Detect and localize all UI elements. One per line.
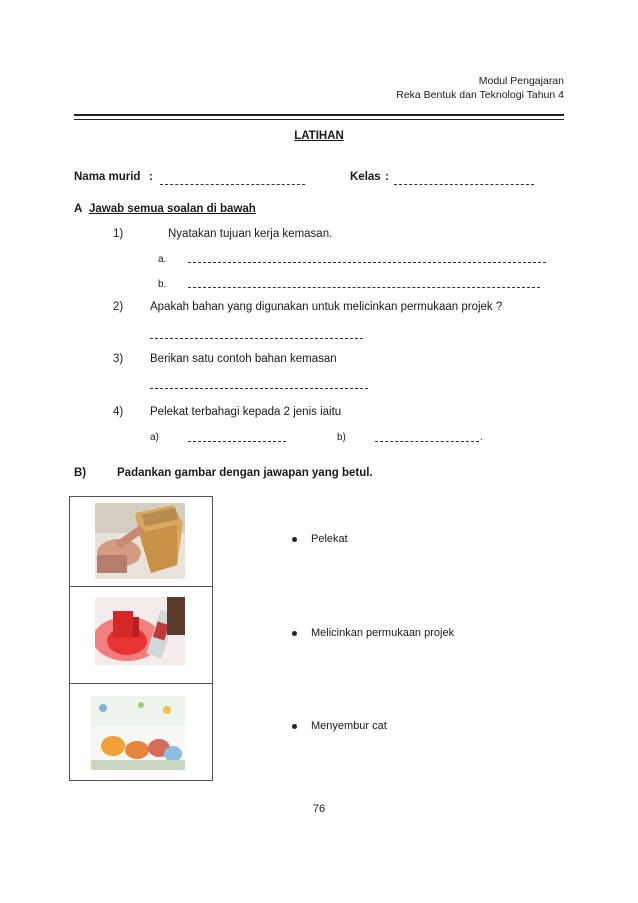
q1-a-answer-line[interactable] (188, 262, 546, 263)
answer-item-1: Pelekat (292, 533, 348, 545)
q2-number: 2) (113, 301, 124, 313)
q4-a-answer-line[interactable] (188, 441, 286, 442)
header-rule-thick (74, 114, 564, 116)
q2-text: Apakah bahan yang digunakan untuk melicinkan permukaan projek ? (150, 301, 503, 313)
section-b-letter: B) (74, 467, 87, 479)
class-label: Kelas (350, 171, 381, 183)
header-module-title: Modul Pengajaran (478, 75, 564, 87)
q1-b-label: b. (158, 279, 167, 290)
q1-b-answer-line[interactable] (188, 287, 540, 288)
header-subject-title: Reka Bentuk dan Teknologi Tahun 4 (396, 89, 564, 101)
name-answer-line[interactable] (160, 184, 305, 185)
picture-cell-3 (70, 684, 212, 782)
q3-text: Berikan satu contoh bahan kemasan (150, 353, 337, 365)
q4-number: 4) (113, 406, 124, 418)
section-a-letter: A (74, 203, 83, 215)
answer-item-3: Menyembur cat (292, 720, 387, 732)
q4-b-label: b) (337, 432, 346, 443)
class-colon: : (385, 171, 389, 183)
q3-answer-line[interactable] (150, 388, 368, 389)
header-rule-thin (74, 119, 564, 120)
page-number: 76 (312, 803, 326, 815)
q4-text: Pelekat terbahagi kepada 2 jenis iaitu (150, 406, 342, 418)
q3-number: 3) (113, 353, 124, 365)
decoupage-picture (91, 696, 185, 770)
class-answer-line[interactable] (394, 184, 534, 185)
q1-text: Nyatakan tujuan kerja kemasan. (168, 228, 333, 240)
q4-b-answer-line[interactable] (375, 441, 479, 442)
picture-column (69, 496, 213, 781)
q4-a-label: a) (150, 432, 159, 443)
bullet-icon (292, 631, 297, 636)
bullet-icon (292, 537, 297, 542)
spray-paint-picture (95, 597, 185, 665)
page-title: LATIHAN (294, 130, 344, 142)
answer-item-2: Melicinkan permukaan projek (292, 627, 454, 639)
picture-cell-2 (70, 587, 212, 684)
picture-cell-1 (70, 497, 212, 587)
q1-number: 1) (113, 228, 124, 240)
q4-end-period: . (480, 432, 483, 443)
name-colon: : (149, 171, 153, 183)
gluing-wood-picture (95, 503, 185, 579)
section-b-heading: Padankan gambar dengan jawapan yang betul. (117, 467, 373, 479)
bullet-icon (292, 724, 297, 729)
q1-a-label: a. (158, 254, 167, 265)
section-a-heading: Jawab semua soalan di bawah (89, 203, 256, 215)
name-label: Nama murid (74, 171, 141, 183)
q2-answer-line[interactable] (150, 338, 363, 339)
